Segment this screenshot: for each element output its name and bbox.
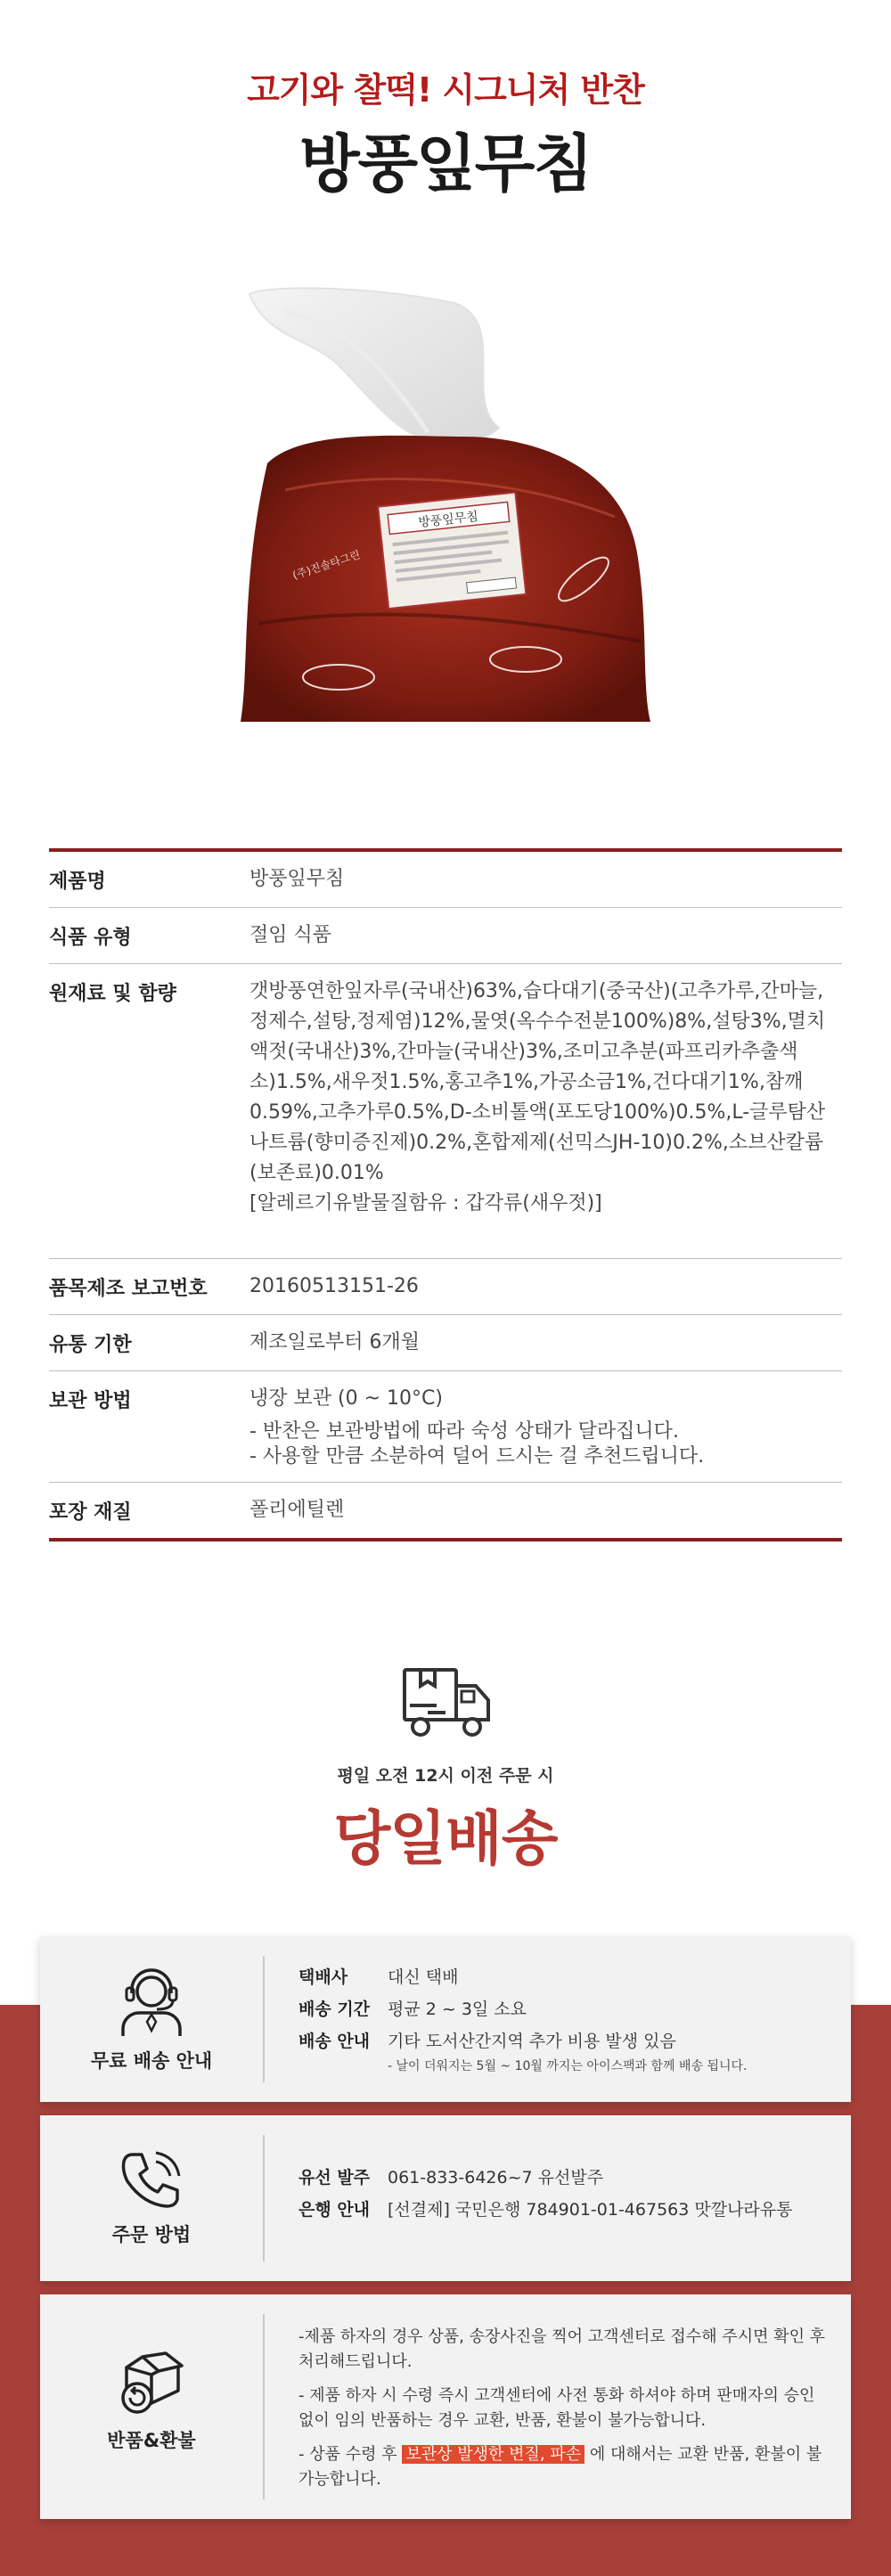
info-row-report-number — [49, 1259, 842, 1315]
info-value: 20160513151-26 — [249, 1275, 419, 1297]
refund-paragraph-3: - 상품 수령 후 보관상 발생한 변질, 파손 에 대해서는 교환 반품, 환불이 불가능합니다. — [298, 2445, 822, 2489]
info-key: 보관 방법 — [49, 1390, 132, 1412]
shipping-card-label: 무료 배송 안내 — [90, 2050, 213, 2072]
info-key: 식품 유형 — [49, 927, 132, 949]
shipping-period-row: 배송 기간 평균 2 ~ 3일 소요 — [298, 1999, 527, 2019]
info-value: 방풍잎무침 — [249, 868, 345, 890]
hero-subtitle: 고기와 찰떡! 시그니처 반찬 — [247, 70, 644, 110]
phone-order-row: 유선 발주 061-833-6426~7 유선발주 — [298, 2168, 604, 2188]
refund-paragraph-2: - 제품 하자 시 수령 즉시 고객센터에 사전 통화 하셔야 하며 판매자의 승인 없이 임의 반품하는 경우 교환, 반품, 환불이 불가능합니다. — [298, 2386, 815, 2430]
storage-note-1: - 반찬은 보관방법에 따라 숙성 상태가 달라집니다. — [249, 1420, 679, 1443]
shipping-courier-row: 택배사 대신 택배 — [298, 1967, 459, 1987]
shipping-guide-row: 배송 안내 기타 도서산간지역 추가 비용 발생 있음 — [298, 2032, 676, 2051]
info-value: 제조일로부터 6개월 — [249, 1331, 421, 1353]
storage-note-2: - 사용할 만큼 소분하여 덜어 드시는 걸 추천드립니다. — [249, 1445, 705, 1468]
order-card-label: 주문 방법 — [111, 2224, 192, 2245]
info-value: 갯방풍연한잎자루(국내산)63%,습다대기(중국산)(고추가루,간마늘,정제수,설탕,정제염)12%,물엿(옥수수전분100%)8%,설탕3%,멸치액젓(국내산)3%,간마늘(국내산)3%,조미고추분(파프리카추출색소)1.5%,새우젓1.5%,홍고추1%,가공소금1%,건다대기1%,참깨0.59%,고추가루0.5%,D-소비톨액(포도당100%)0.5%,L-글루탐산나트륨(향미증진제)0.2%,혼합제제(선믹스JH-10)0.2%,소브산칼륨(보존료)0.01% — [249, 980, 826, 1184]
info-row-name — [49, 852, 842, 908]
allergy-note: [알레르기유발물질함유 : 갑각류(새우젓)] — [249, 1192, 602, 1214]
info-row-expiry — [49, 1315, 842, 1371]
info-value: 폴리에틸렌 — [249, 1499, 345, 1521]
info-row-ingredients — [49, 964, 842, 1259]
headset-agent-icon — [118, 1965, 185, 2038]
ice-pack-note: - 날이 더워지는 5월 ~ 10월 까지는 아이스팩과 함께 배송 됩니다. — [388, 2059, 748, 2073]
bank-info-row: 은행 안내 [선결제] 국민은행 784901-01-467563 맛깔나라유통 — [298, 2200, 793, 2220]
refund-policy-card — [40, 2294, 851, 2519]
refund-paragraph-1: -제품 하자의 경우 상품, 송장사진을 찍어 고객센터로 접수해 주시면 확인 후 처리해드립니다. — [298, 2327, 826, 2371]
info-row-type — [49, 908, 842, 964]
info-key: 제품명 — [49, 871, 106, 893]
info-row-packaging — [49, 1483, 842, 1538]
product-info-table — [49, 848, 842, 1542]
refund-card-label: 반품&환불 — [107, 2430, 196, 2451]
phone-icon — [120, 2149, 183, 2212]
info-key: 유통 기한 — [49, 1334, 132, 1356]
shipping-info-card — [40, 1936, 851, 2102]
order-method-card — [40, 2115, 851, 2281]
product-image — [232, 285, 668, 731]
refund-highlight: 보관상 발생한 변질, 파손 — [402, 2445, 584, 2464]
delivery-truck-icon — [401, 1666, 494, 1741]
info-row-storage — [49, 1371, 842, 1483]
info-key: 원재료 및 함량 — [49, 983, 176, 1005]
info-value: 절임 식품 — [249, 924, 332, 946]
info-key: 품목제조 보고번호 — [49, 1278, 208, 1300]
same-day-title: 당일배송 — [333, 1804, 558, 1873]
hero-title: 방풍잎무침 — [298, 127, 593, 200]
brand-stamp-text: (주)진솔타그린 — [290, 548, 362, 582]
return-box-icon — [118, 2350, 185, 2417]
info-value: 냉장 보관 (0 ~ 10°C) — [249, 1387, 443, 1410]
info-key: 포장 재질 — [49, 1501, 132, 1524]
same-day-subtitle: 평일 오전 12시 이전 주문 시 — [337, 1766, 554, 1786]
bag-label-text: 방풍잎무침 — [417, 510, 479, 531]
